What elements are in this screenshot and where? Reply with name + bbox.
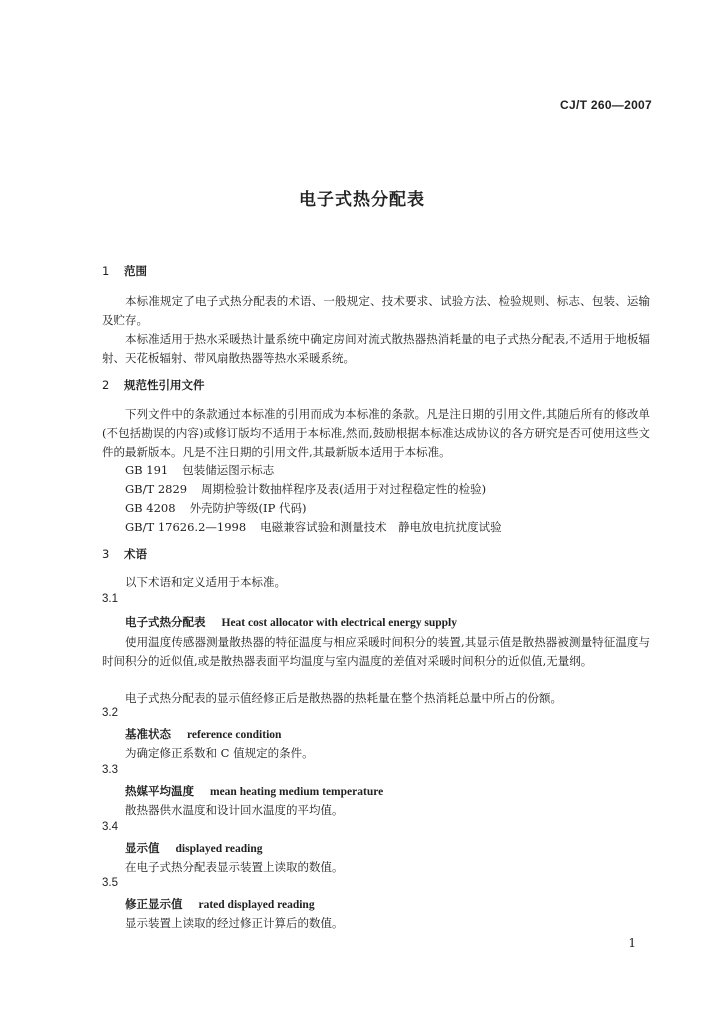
term-english: mean heating medium temperature: [210, 786, 384, 798]
term-definition: 为确定修正系数和 C 值规定的条件。: [125, 746, 314, 760]
section-2-heading: [102, 377, 205, 393]
term-heading: [125, 614, 457, 630]
section-title: 范围: [124, 264, 147, 278]
section-number: 2: [102, 378, 110, 392]
term-definition: 在电子式热分配表显示装置上读取的数值。: [125, 860, 344, 874]
subsection-number: 3.2: [102, 707, 118, 719]
term-definition: 使用温度传感器测量散热器的特征温度与相应采暖时间积分的装置,其显示值是散热器被测量特征温度与时间积分的近似值,或是散热器表面平均温度与室内温度的差值对采暖时间积分的近似值,无量纲。: [102, 635, 650, 668]
term-heading: [125, 896, 315, 912]
reference-code: GB 191: [125, 463, 169, 477]
term-chinese: 基准状态: [125, 727, 171, 741]
section-1-para-2: 本标准适用于热水采暖热计量系统中确定房间对流式散热器热消耗量的电子式热分配表,不适用于地板辐射、天花板辐射、带风扇散热器等热水采暖系统。: [102, 332, 650, 365]
term-heading: [125, 840, 263, 856]
section-title: 术语: [124, 547, 147, 561]
subsection-number: 3.4: [102, 821, 118, 833]
section-number: 3: [102, 547, 110, 561]
term-chinese: 修正显示值: [125, 897, 183, 911]
reference-title: 电磁兼容试验和测量技术 静电放电抗扰度试验: [260, 520, 502, 534]
subsection-number: 3.1: [102, 593, 118, 605]
subsection-number: 3.5: [102, 877, 118, 889]
reference-item: [125, 481, 486, 497]
reference-title: 包装储运图示标志: [182, 463, 275, 477]
section-title: 规范性引用文件: [124, 378, 205, 392]
reference-item: [125, 462, 274, 478]
term-english: displayed reading: [175, 843, 263, 855]
reference-code: GB 4208: [125, 501, 176, 515]
section-number: 1: [102, 264, 110, 278]
reference-title: 周期检验计数抽样程序及表(适用于对过程稳定性的检验): [201, 482, 487, 496]
term-english: rated displayed reading: [198, 899, 315, 911]
term-definition: 散热器供水温度和设计回水温度的平均值。: [125, 803, 344, 817]
reference-title: 外壳防护等级(IP 代码): [189, 501, 307, 515]
section-3-intro: 以下术语和定义适用于本标准。: [125, 575, 286, 589]
reference-item: [125, 519, 502, 535]
page-number: 1: [628, 936, 636, 950]
reference-code: GB/T 17626.2—1998: [125, 520, 247, 534]
term-heading: [125, 783, 383, 799]
section-3-heading: [102, 546, 147, 562]
reference-item: [125, 500, 306, 516]
section-1-heading: [102, 263, 147, 279]
term-definition-note: 电子式热分配表的显示值经修正后是散热器的热耗量在整个热消耗总量中所占的份额。: [125, 691, 562, 705]
section-2-para-1: 下列文件中的条款通过本标准的引用而成为本标准的条款。凡是注日期的引用文件,其随后所有的修改单(不包括勘误的内容)或修订版均不适用于本标准,然而,鼓励根据本标准达成协议的各方研究是否可使用这些文件的最新版本。凡是不注日期的引用文件,其最新版本适用于本标准。: [102, 407, 650, 459]
page-title: 电子式热分配表: [299, 190, 425, 210]
standard-code: CJ/T 260—2007: [560, 98, 652, 112]
term-chinese: 显示值: [125, 841, 160, 855]
term-chinese: 电子式热分配表: [125, 615, 206, 629]
term-chinese: 热媒平均温度: [125, 784, 194, 798]
reference-code: GB/T 2829: [125, 482, 188, 496]
term-definition: 显示装置上读取的经过修正计算后的数值。: [125, 916, 344, 930]
subsection-number: 3.3: [102, 764, 118, 776]
section-1-para-1: 本标准规定了电子式热分配表的术语、一般规定、技术要求、试验方法、检验规则、标志、包装、运输及贮存。: [102, 294, 650, 327]
term-english: Heat cost allocator with electrical energy supply: [221, 617, 457, 629]
term-english: reference condition: [187, 729, 282, 741]
term-heading: [125, 726, 281, 742]
